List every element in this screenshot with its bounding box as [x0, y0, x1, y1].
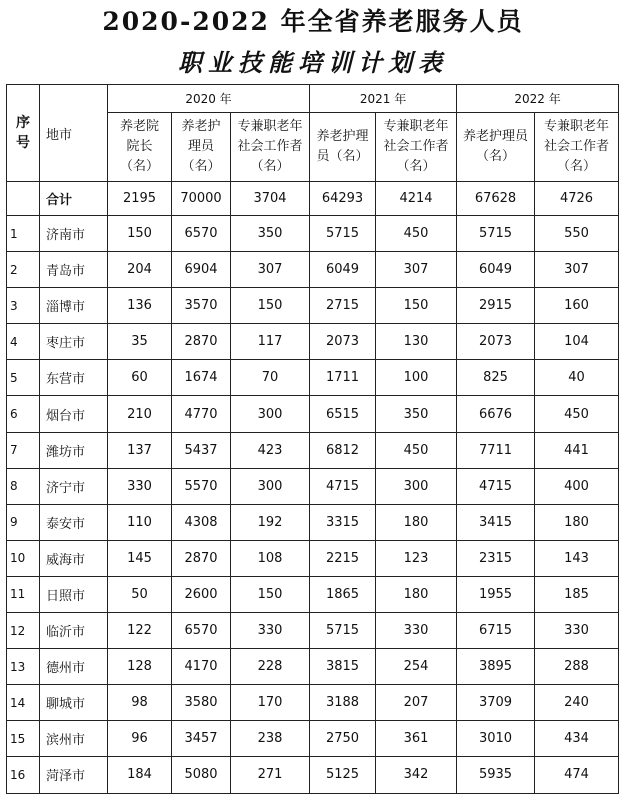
row-value: 180: [376, 504, 457, 540]
row-value: 4715: [457, 468, 535, 504]
row-city: 滨州市: [40, 721, 108, 757]
row-city: 德州市: [40, 649, 108, 685]
row-value: 307: [231, 252, 310, 288]
row-value: 330: [231, 613, 310, 649]
total-value: 70000: [172, 182, 231, 216]
row-value: 350: [231, 216, 310, 252]
row-value: 137: [108, 432, 172, 468]
table-row: [7, 468, 619, 504]
row-value: 2315: [457, 540, 535, 576]
row-value: 288: [535, 649, 619, 685]
row-value: 204: [108, 252, 172, 288]
row-value: 5715: [457, 216, 535, 252]
table-row: [7, 540, 619, 576]
table-row: [7, 216, 619, 252]
table-row: [7, 396, 619, 432]
total-value: 67628: [457, 182, 535, 216]
row-value: 98: [108, 685, 172, 721]
row-value: 5715: [310, 216, 376, 252]
row-value: 5570: [172, 468, 231, 504]
row-city: 淄博市: [40, 288, 108, 324]
row-value: 6570: [172, 613, 231, 649]
table-row: [7, 432, 619, 468]
row-value: 5125: [310, 757, 376, 793]
row-value: 3315: [310, 504, 376, 540]
header-year-2021: 2021 年: [310, 85, 457, 113]
row-index: 5: [7, 360, 40, 396]
row-value: 2600: [172, 576, 231, 612]
row-value: 825: [457, 360, 535, 396]
row-value: 450: [535, 396, 619, 432]
total-value: 64293: [310, 182, 376, 216]
row-value: 130: [376, 324, 457, 360]
table-row: [7, 360, 619, 396]
row-value: 350: [376, 396, 457, 432]
total-value: 4214: [376, 182, 457, 216]
row-value: 180: [376, 576, 457, 612]
row-value: 330: [108, 468, 172, 504]
row-value: 330: [376, 613, 457, 649]
row-city: 菏泽市: [40, 757, 108, 793]
row-city: 潍坊市: [40, 432, 108, 468]
row-value: 5715: [310, 613, 376, 649]
row-value: 108: [231, 540, 310, 576]
row-value: 550: [535, 216, 619, 252]
row-value: 6676: [457, 396, 535, 432]
row-value: 228: [231, 649, 310, 685]
row-index: 13: [7, 649, 40, 685]
row-value: 3570: [172, 288, 231, 324]
row-value: 150: [108, 216, 172, 252]
row-value: 300: [376, 468, 457, 504]
row-value: 170: [231, 685, 310, 721]
row-value: 1711: [310, 360, 376, 396]
header-2022-caregiver: 养老护理员（名）: [457, 113, 535, 182]
title-block: [0, 0, 626, 84]
total-index-cell: [7, 182, 40, 216]
table-row: [7, 324, 619, 360]
row-index: 14: [7, 685, 40, 721]
row-value: 5437: [172, 432, 231, 468]
total-label: 合计: [40, 182, 108, 216]
row-index: 8: [7, 468, 40, 504]
header-index: 序号: [7, 85, 40, 182]
row-value: 271: [231, 757, 310, 793]
row-city: 东营市: [40, 360, 108, 396]
row-value: 110: [108, 504, 172, 540]
row-value: 104: [535, 324, 619, 360]
page-title: 2020-2022 年全省养老服务人员: [102, 7, 524, 36]
row-value: 6812: [310, 432, 376, 468]
row-value: 342: [376, 757, 457, 793]
row-city: 济南市: [40, 216, 108, 252]
row-value: 5935: [457, 757, 535, 793]
row-value: 3580: [172, 685, 231, 721]
header-2021-caregiver: 养老护理员（名）: [310, 113, 376, 182]
row-value: 330: [535, 613, 619, 649]
row-value: 3709: [457, 685, 535, 721]
row-value: 361: [376, 721, 457, 757]
row-value: 5080: [172, 757, 231, 793]
row-value: 185: [535, 576, 619, 612]
row-value: 60: [108, 360, 172, 396]
row-value: 4715: [310, 468, 376, 504]
row-value: 3415: [457, 504, 535, 540]
row-value: 4170: [172, 649, 231, 685]
row-city: 泰安市: [40, 504, 108, 540]
row-index: 15: [7, 721, 40, 757]
row-value: 210: [108, 396, 172, 432]
table-row: [7, 576, 619, 612]
row-value: 70: [231, 360, 310, 396]
row-value: 423: [231, 432, 310, 468]
table-row: [7, 721, 619, 757]
row-value: 300: [231, 468, 310, 504]
row-value: 184: [108, 757, 172, 793]
row-value: 6715: [457, 613, 535, 649]
row-value: 117: [231, 324, 310, 360]
row-value: 6515: [310, 396, 376, 432]
table-row: [7, 252, 619, 288]
row-value: 300: [231, 396, 310, 432]
row-value: 2915: [457, 288, 535, 324]
header-2020-caregiver: 养老护理员（名）: [172, 113, 231, 182]
row-value: 40: [535, 360, 619, 396]
row-value: 123: [376, 540, 457, 576]
header-2020-director: 养老院院长（名）: [108, 113, 172, 182]
row-value: 238: [231, 721, 310, 757]
header-2021-social-worker: 专兼职老年社会工作者（名）: [376, 113, 457, 182]
training-plan-table: [6, 84, 619, 794]
total-row: [7, 182, 619, 216]
row-value: 3895: [457, 649, 535, 685]
row-value: 450: [376, 216, 457, 252]
row-value: 150: [231, 576, 310, 612]
header-2022-social-worker: 专兼职老年社会工作者（名）: [535, 113, 619, 182]
total-value: 3704: [231, 182, 310, 216]
row-value: 7711: [457, 432, 535, 468]
table-row: [7, 288, 619, 324]
row-value: 3188: [310, 685, 376, 721]
row-value: 180: [535, 504, 619, 540]
row-index: 16: [7, 757, 40, 793]
row-value: 145: [108, 540, 172, 576]
row-value: 6049: [457, 252, 535, 288]
header-2020-social-worker: 专兼职老年社会工作者（名）: [231, 113, 310, 182]
row-city: 济宁市: [40, 468, 108, 504]
table-row: [7, 613, 619, 649]
row-city: 威海市: [40, 540, 108, 576]
row-value: 96: [108, 721, 172, 757]
row-index: 12: [7, 613, 40, 649]
row-value: 441: [535, 432, 619, 468]
row-value: 136: [108, 288, 172, 324]
row-value: 254: [376, 649, 457, 685]
row-value: 207: [376, 685, 457, 721]
row-index: 4: [7, 324, 40, 360]
row-index: 3: [7, 288, 40, 324]
row-city: 日照市: [40, 576, 108, 612]
row-value: 1865: [310, 576, 376, 612]
row-value: 100: [376, 360, 457, 396]
row-value: 240: [535, 685, 619, 721]
row-value: 160: [535, 288, 619, 324]
row-value: 3010: [457, 721, 535, 757]
row-value: 150: [376, 288, 457, 324]
row-index: 11: [7, 576, 40, 612]
row-value: 2073: [310, 324, 376, 360]
row-index: 9: [7, 504, 40, 540]
row-value: 150: [231, 288, 310, 324]
row-city: 临沂市: [40, 613, 108, 649]
row-value: 6049: [310, 252, 376, 288]
row-value: 2870: [172, 324, 231, 360]
header-year-2022: 2022 年: [457, 85, 619, 113]
row-index: 10: [7, 540, 40, 576]
page-subtitle: 职业技能培训计划表: [178, 48, 448, 77]
row-value: 2715: [310, 288, 376, 324]
row-value: 1955: [457, 576, 535, 612]
row-value: 1674: [172, 360, 231, 396]
row-city: 烟台市: [40, 396, 108, 432]
row-value: 307: [535, 252, 619, 288]
row-value: 4308: [172, 504, 231, 540]
row-value: 192: [231, 504, 310, 540]
row-city: 枣庄市: [40, 324, 108, 360]
row-index: 6: [7, 396, 40, 432]
row-value: 6904: [172, 252, 231, 288]
header-city: 地市: [40, 85, 108, 182]
row-value: 2073: [457, 324, 535, 360]
row-value: 50: [108, 576, 172, 612]
total-value: 2195: [108, 182, 172, 216]
total-value: 4726: [535, 182, 619, 216]
row-value: 2870: [172, 540, 231, 576]
row-value: 474: [535, 757, 619, 793]
row-value: 6570: [172, 216, 231, 252]
row-index: 7: [7, 432, 40, 468]
row-value: 450: [376, 432, 457, 468]
row-value: 434: [535, 721, 619, 757]
header-year-2020: 2020 年: [108, 85, 310, 113]
table-row: [7, 685, 619, 721]
row-city: 聊城市: [40, 685, 108, 721]
table-row: [7, 757, 619, 793]
row-value: 2750: [310, 721, 376, 757]
table-row: [7, 504, 619, 540]
row-city: 青岛市: [40, 252, 108, 288]
row-value: 122: [108, 613, 172, 649]
row-value: 400: [535, 468, 619, 504]
row-index: 2: [7, 252, 40, 288]
row-value: 3815: [310, 649, 376, 685]
row-index: 1: [7, 216, 40, 252]
row-value: 307: [376, 252, 457, 288]
row-value: 2215: [310, 540, 376, 576]
row-value: 35: [108, 324, 172, 360]
row-value: 143: [535, 540, 619, 576]
row-value: 4770: [172, 396, 231, 432]
table-row: [7, 649, 619, 685]
row-value: 128: [108, 649, 172, 685]
row-value: 3457: [172, 721, 231, 757]
